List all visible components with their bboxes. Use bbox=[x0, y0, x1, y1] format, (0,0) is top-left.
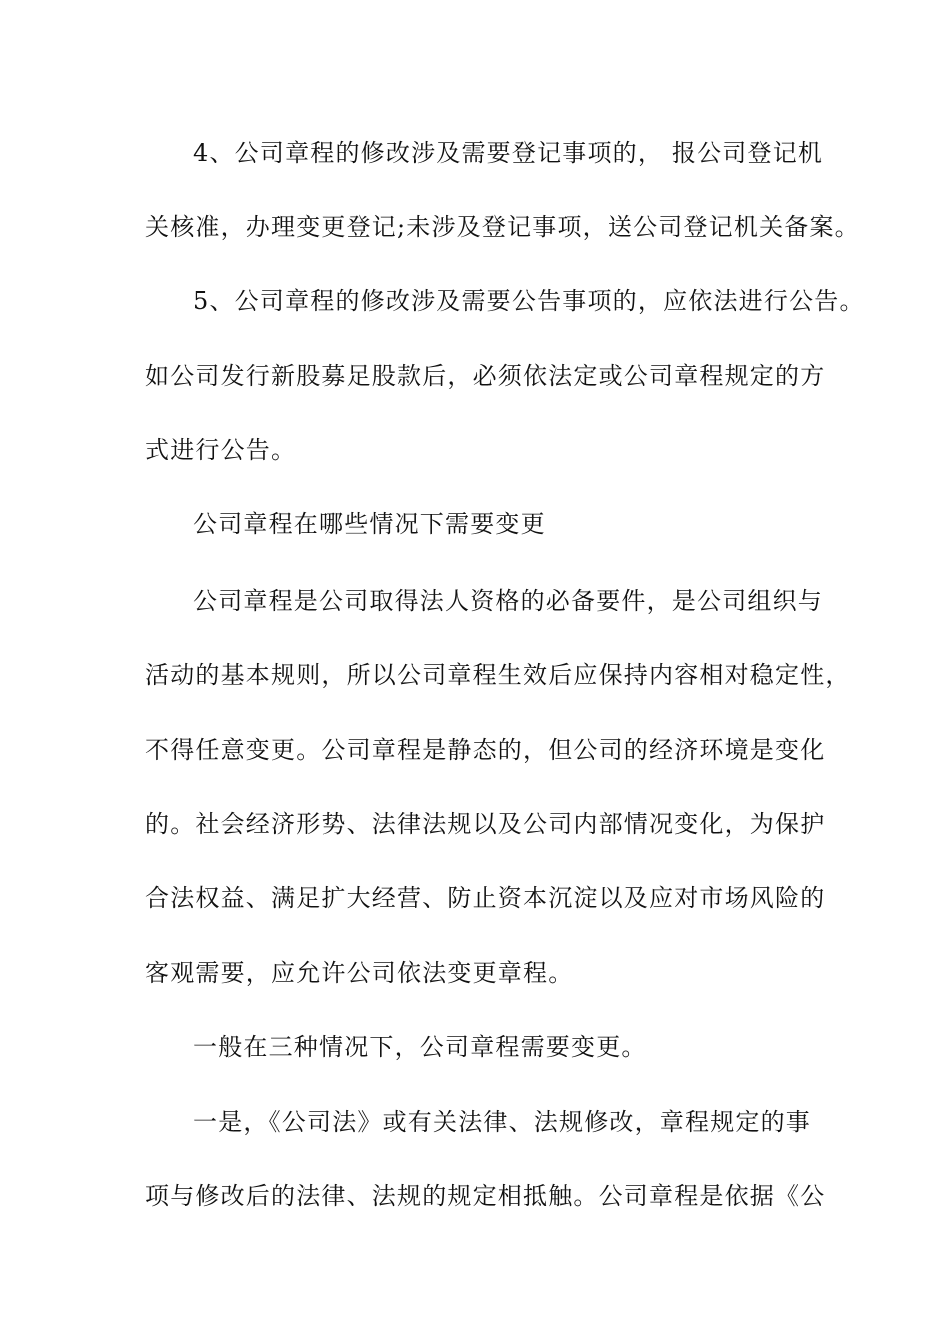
text-line: 客观需要，应允许公司依法变更章程。 bbox=[145, 959, 574, 987]
text-line: 如公司发行新股募足股款后，必须依法定或公司章程规定的方 bbox=[145, 362, 826, 390]
section-heading: 公司章程在哪些情况下需要变更 bbox=[193, 510, 546, 538]
text-line: 活动的基本规则，所以公司章程生效后应保持内容相对稳定性， bbox=[145, 661, 851, 689]
text-line: 5、公司章程的修改涉及需要公告事项的，应依法进行公告。 bbox=[193, 287, 865, 315]
text-line: 不得任意变更。公司章程是静态的，但公司的经济环境是变化 bbox=[145, 736, 826, 764]
text-line: 公司章程是公司取得法人资格的必备要件，是公司组织与 bbox=[193, 587, 823, 615]
text-line: 一是，《公司法》或有关法律、法规修改，章程规定的事 bbox=[193, 1108, 811, 1136]
text-line: 一般在三种情况下，公司章程需要变更。 bbox=[193, 1033, 647, 1061]
text-line: 合法权益、满足扩大经营、防止资本沉淀以及应对市场风险的 bbox=[145, 884, 826, 912]
text-line: 项与修改后的法律、法规的规定相抵触。公司章程是依据《公 bbox=[145, 1182, 826, 1210]
text-line: 式进行公告。 bbox=[145, 436, 297, 464]
text-line: 4、公司章程的修改涉及需要登记事项的， 报公司登记机 bbox=[193, 139, 824, 167]
text-line: 关核准，办理变更登记;未涉及登记事项，送公司登记机关备案。 bbox=[145, 213, 860, 241]
text-line: 的。社会经济形势、法律法规以及公司内部情况变化，为保护 bbox=[145, 810, 826, 838]
